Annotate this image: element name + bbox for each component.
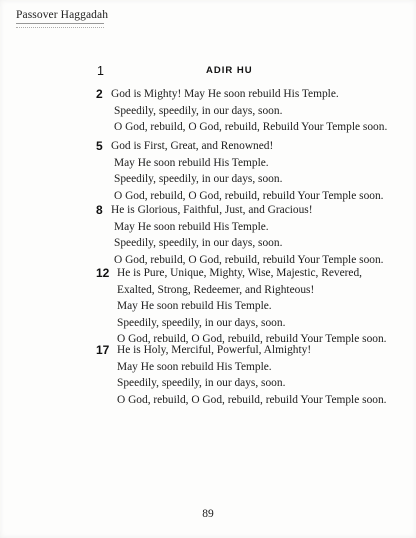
stanza-line-text: God is First, Great, and Renowned! [111,140,274,152]
line-number: 2 [96,87,103,101]
stanza-line [0,103,416,120]
stanza-line [0,119,416,136]
stanza [0,138,416,204]
line-number: 12 [96,266,110,280]
stanza-line-text: God is Mighty! May He soon rebuild His Temple. [111,88,339,100]
stanza-line-text: Speedily, speedily, in our days, soon. [114,173,283,186]
line-number: 5 [96,139,103,153]
stanza-line [0,282,416,299]
stanza [0,202,416,268]
stanza-line-text: May He soon rebuild His Temple. [114,220,269,233]
stanza-line-text: May He soon rebuild His Temple. [114,156,269,169]
running-head-rule [16,23,104,28]
stanza-line [0,86,416,103]
stanza-line-text: Exalted, Strong, Redeemer, and Righteous! [117,283,315,296]
stanza-line [0,202,416,219]
running-head: Passover Haggadah [16,9,109,21]
line-number: 17 [96,343,110,357]
stanza-line [0,298,416,315]
stanza-line-text: May He soon rebuild His Temple. [117,300,272,313]
stanza-line-text: O God, rebuild, O God, rebuild, rebuild Your Temple soon. [117,333,387,346]
stanza-line [0,359,416,376]
stanza-line-text: He is Pure, Unique, Mighty, Wise, Majestic, Revered, [117,267,363,279]
stanza-line [0,235,416,252]
title-line-number: 1 [97,64,104,78]
stanza-line-text: Speedily, speedily, in our days, soon. [114,237,283,250]
stanza-line [0,219,416,236]
stanza-line [0,375,416,392]
stanza-line [0,138,416,155]
stanza-line-text: O God, rebuild, O God, rebuild, rebuild Your Temple soon. [117,393,387,406]
stanza-line-text: O God, rebuild, O God, rebuild, Rebuild Your Temple soon. [114,121,388,134]
stanza-line-text: May He soon rebuild His Temple. [117,360,272,373]
song-title: ADIR HU [206,65,253,76]
stanza-line-text: O God, rebuild, O God, rebuild, rebuild Your Temple soon. [114,189,384,202]
stanza-line [0,342,416,359]
stanza-line [0,315,416,332]
stanza [0,265,416,348]
stanza-line-text: Speedily, speedily, in our days, soon. [117,316,286,329]
stanza [0,342,416,408]
stanza-line [0,171,416,188]
stanza-line-text: Speedily, speedily, in our days, soon. [117,377,286,390]
line-number: 8 [96,203,103,217]
stanza-line [0,265,416,282]
stanza [0,86,416,136]
page-number: 89 [202,508,214,520]
stanza-line-text: Speedily, speedily, in our days, soon. [114,104,283,117]
stanza-line-text: He is Holy, Merciful, Powerful, Almighty! [117,344,312,356]
stanza-line-text: He is Glorious, Faithful, Just, and Gracious! [111,204,313,216]
stanza-line [0,155,416,172]
stanza-line-text: O God, rebuild, O God, rebuild, rebuild Your Temple soon. [114,253,384,266]
song-title-row [0,64,416,80]
stanza-line [0,392,416,409]
